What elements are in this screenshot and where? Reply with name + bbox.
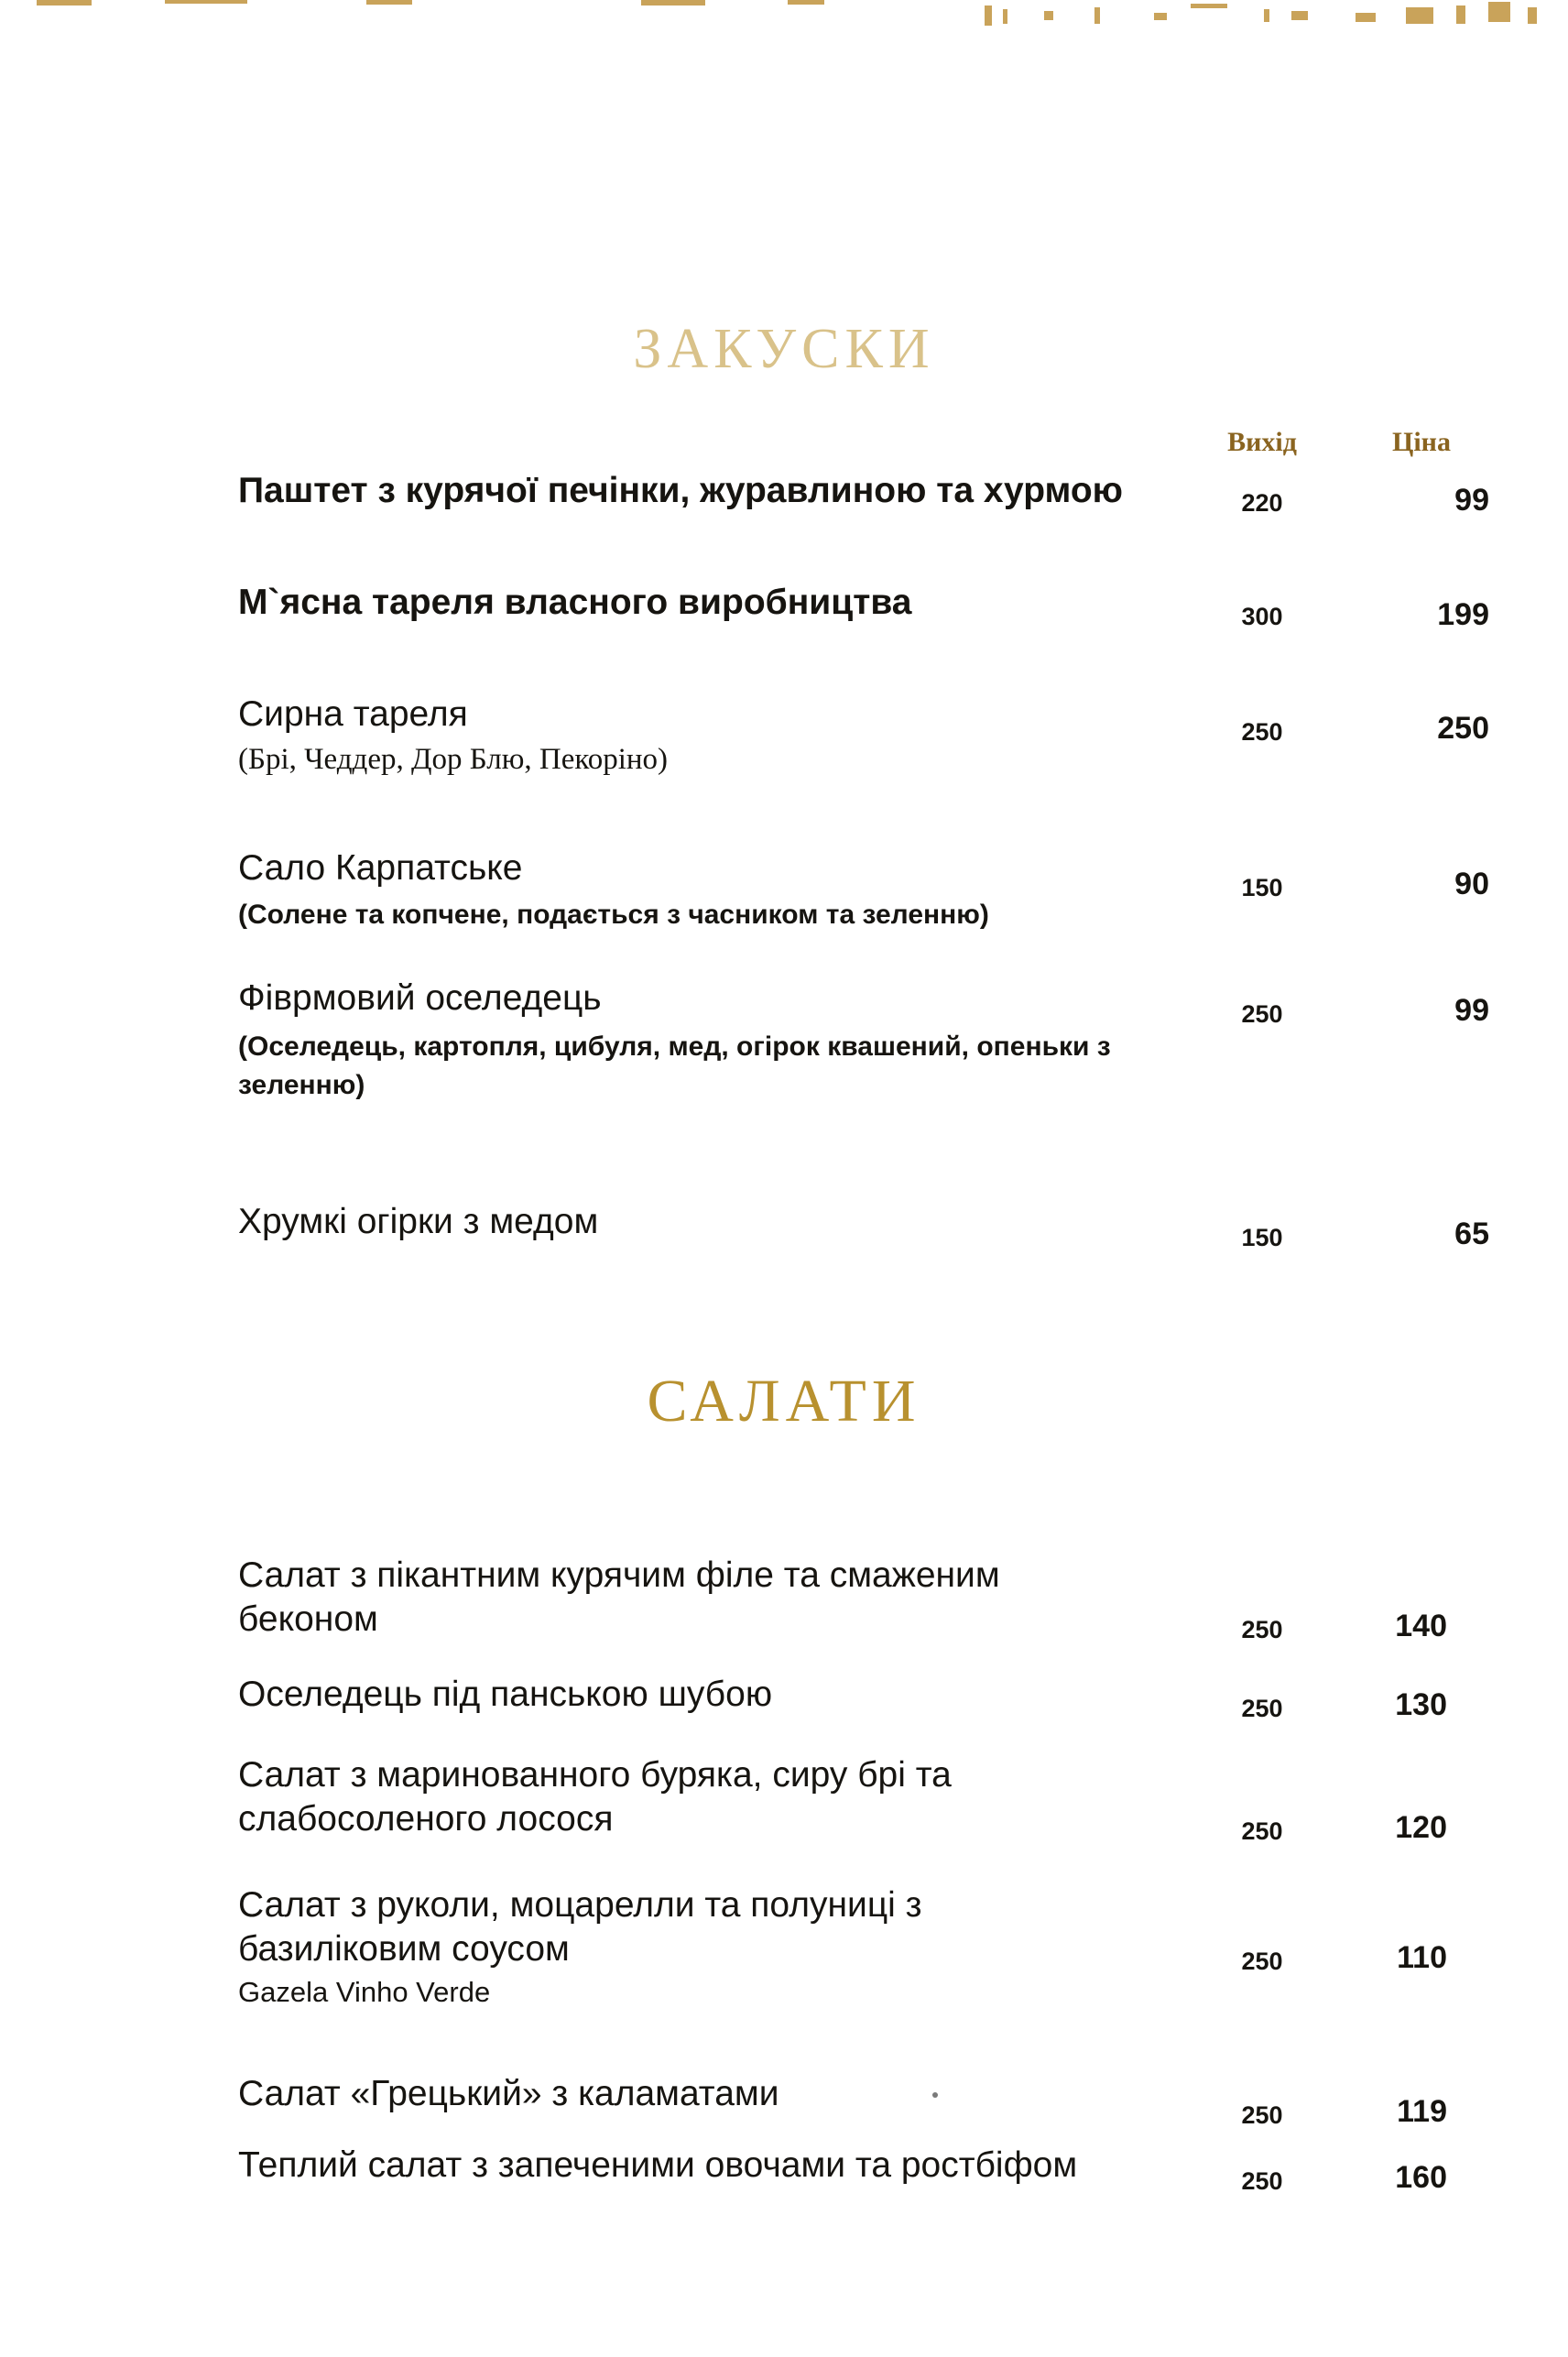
item-price: 199 <box>1437 597 1489 632</box>
item-price: 250 <box>1437 711 1489 746</box>
item-weight: 150 <box>1241 874 1283 901</box>
item-name: Салат з пікантним курячим філе та смаженим беконом <box>238 1555 1000 1639</box>
item-price: 160 <box>1395 2160 1447 2195</box>
item-price: 120 <box>1395 1810 1447 1845</box>
item-price: 119 <box>1397 2094 1447 2129</box>
item-price: 90 <box>1454 867 1489 901</box>
ink-speck <box>932 2092 938 2098</box>
item-name: Сало Карпатське <box>238 848 523 888</box>
section-title-zakusky: ЗАКУСКИ <box>633 318 935 380</box>
item-name: М`ясна тареля власного виробництва <box>238 583 912 622</box>
item-price: 65 <box>1454 1217 1489 1251</box>
item-weight: 250 <box>1241 718 1283 746</box>
item-price: 140 <box>1395 1609 1447 1643</box>
item-description: (Солене та копчене, подається з часником та зеленню) <box>238 900 989 930</box>
item-name: Оселедець під панською шубою <box>238 1675 773 1714</box>
item-price: 99 <box>1454 483 1489 518</box>
item-weight: 250 <box>1241 1695 1283 1722</box>
column-header-price: Ціна <box>1392 427 1451 457</box>
item-price: 110 <box>1397 1940 1447 1975</box>
item-weight: 300 <box>1241 603 1283 630</box>
item-description: (Брі, Чеддер, Дор Блю, Пекоріно) <box>238 743 669 776</box>
item-name: Теплий салат з запеченими овочами та ростбіфом <box>238 2145 1078 2185</box>
item-name: Салат з руколи, моцарелли та полуниці з базиліковим соусом <box>238 1885 922 1969</box>
item-name: Хрумкі огірки з медом <box>238 1202 599 1241</box>
item-weight: 250 <box>1241 1817 1283 1845</box>
item-weight: 250 <box>1241 1616 1283 1643</box>
item-name: Салат з маринованного буряка, сиру брі та слабосоленого лосося <box>238 1755 952 1839</box>
item-weight: 250 <box>1241 2167 1283 2195</box>
item-name: Паштет з курячої печінки, журавлиною та хурмою <box>238 471 1123 510</box>
item-weight: 150 <box>1241 1224 1283 1251</box>
top-edge-ornament <box>0 0 1568 33</box>
item-price: 130 <box>1395 1687 1447 1722</box>
item-weight: 250 <box>1241 1000 1283 1028</box>
item-name: Салат «Грецький» з каламатами <box>238 2074 779 2113</box>
item-name: Фіврмовий оселедець <box>238 978 602 1018</box>
item-weight: 250 <box>1241 1948 1283 1975</box>
item-description: Gazela Vinho Verde <box>238 1976 491 2008</box>
item-price: 99 <box>1454 993 1489 1028</box>
section-title-salaty: САЛАТИ <box>647 1368 921 1435</box>
item-weight: 250 <box>1241 2101 1283 2129</box>
item-description: (Оселедець, картопля, цибуля, мед, огірок квашений, опеньки з зеленню) <box>238 1031 1111 1100</box>
item-name: Сирна тареля <box>238 694 468 734</box>
item-weight: 220 <box>1241 489 1283 517</box>
column-header-weight: Вихід <box>1227 427 1297 457</box>
